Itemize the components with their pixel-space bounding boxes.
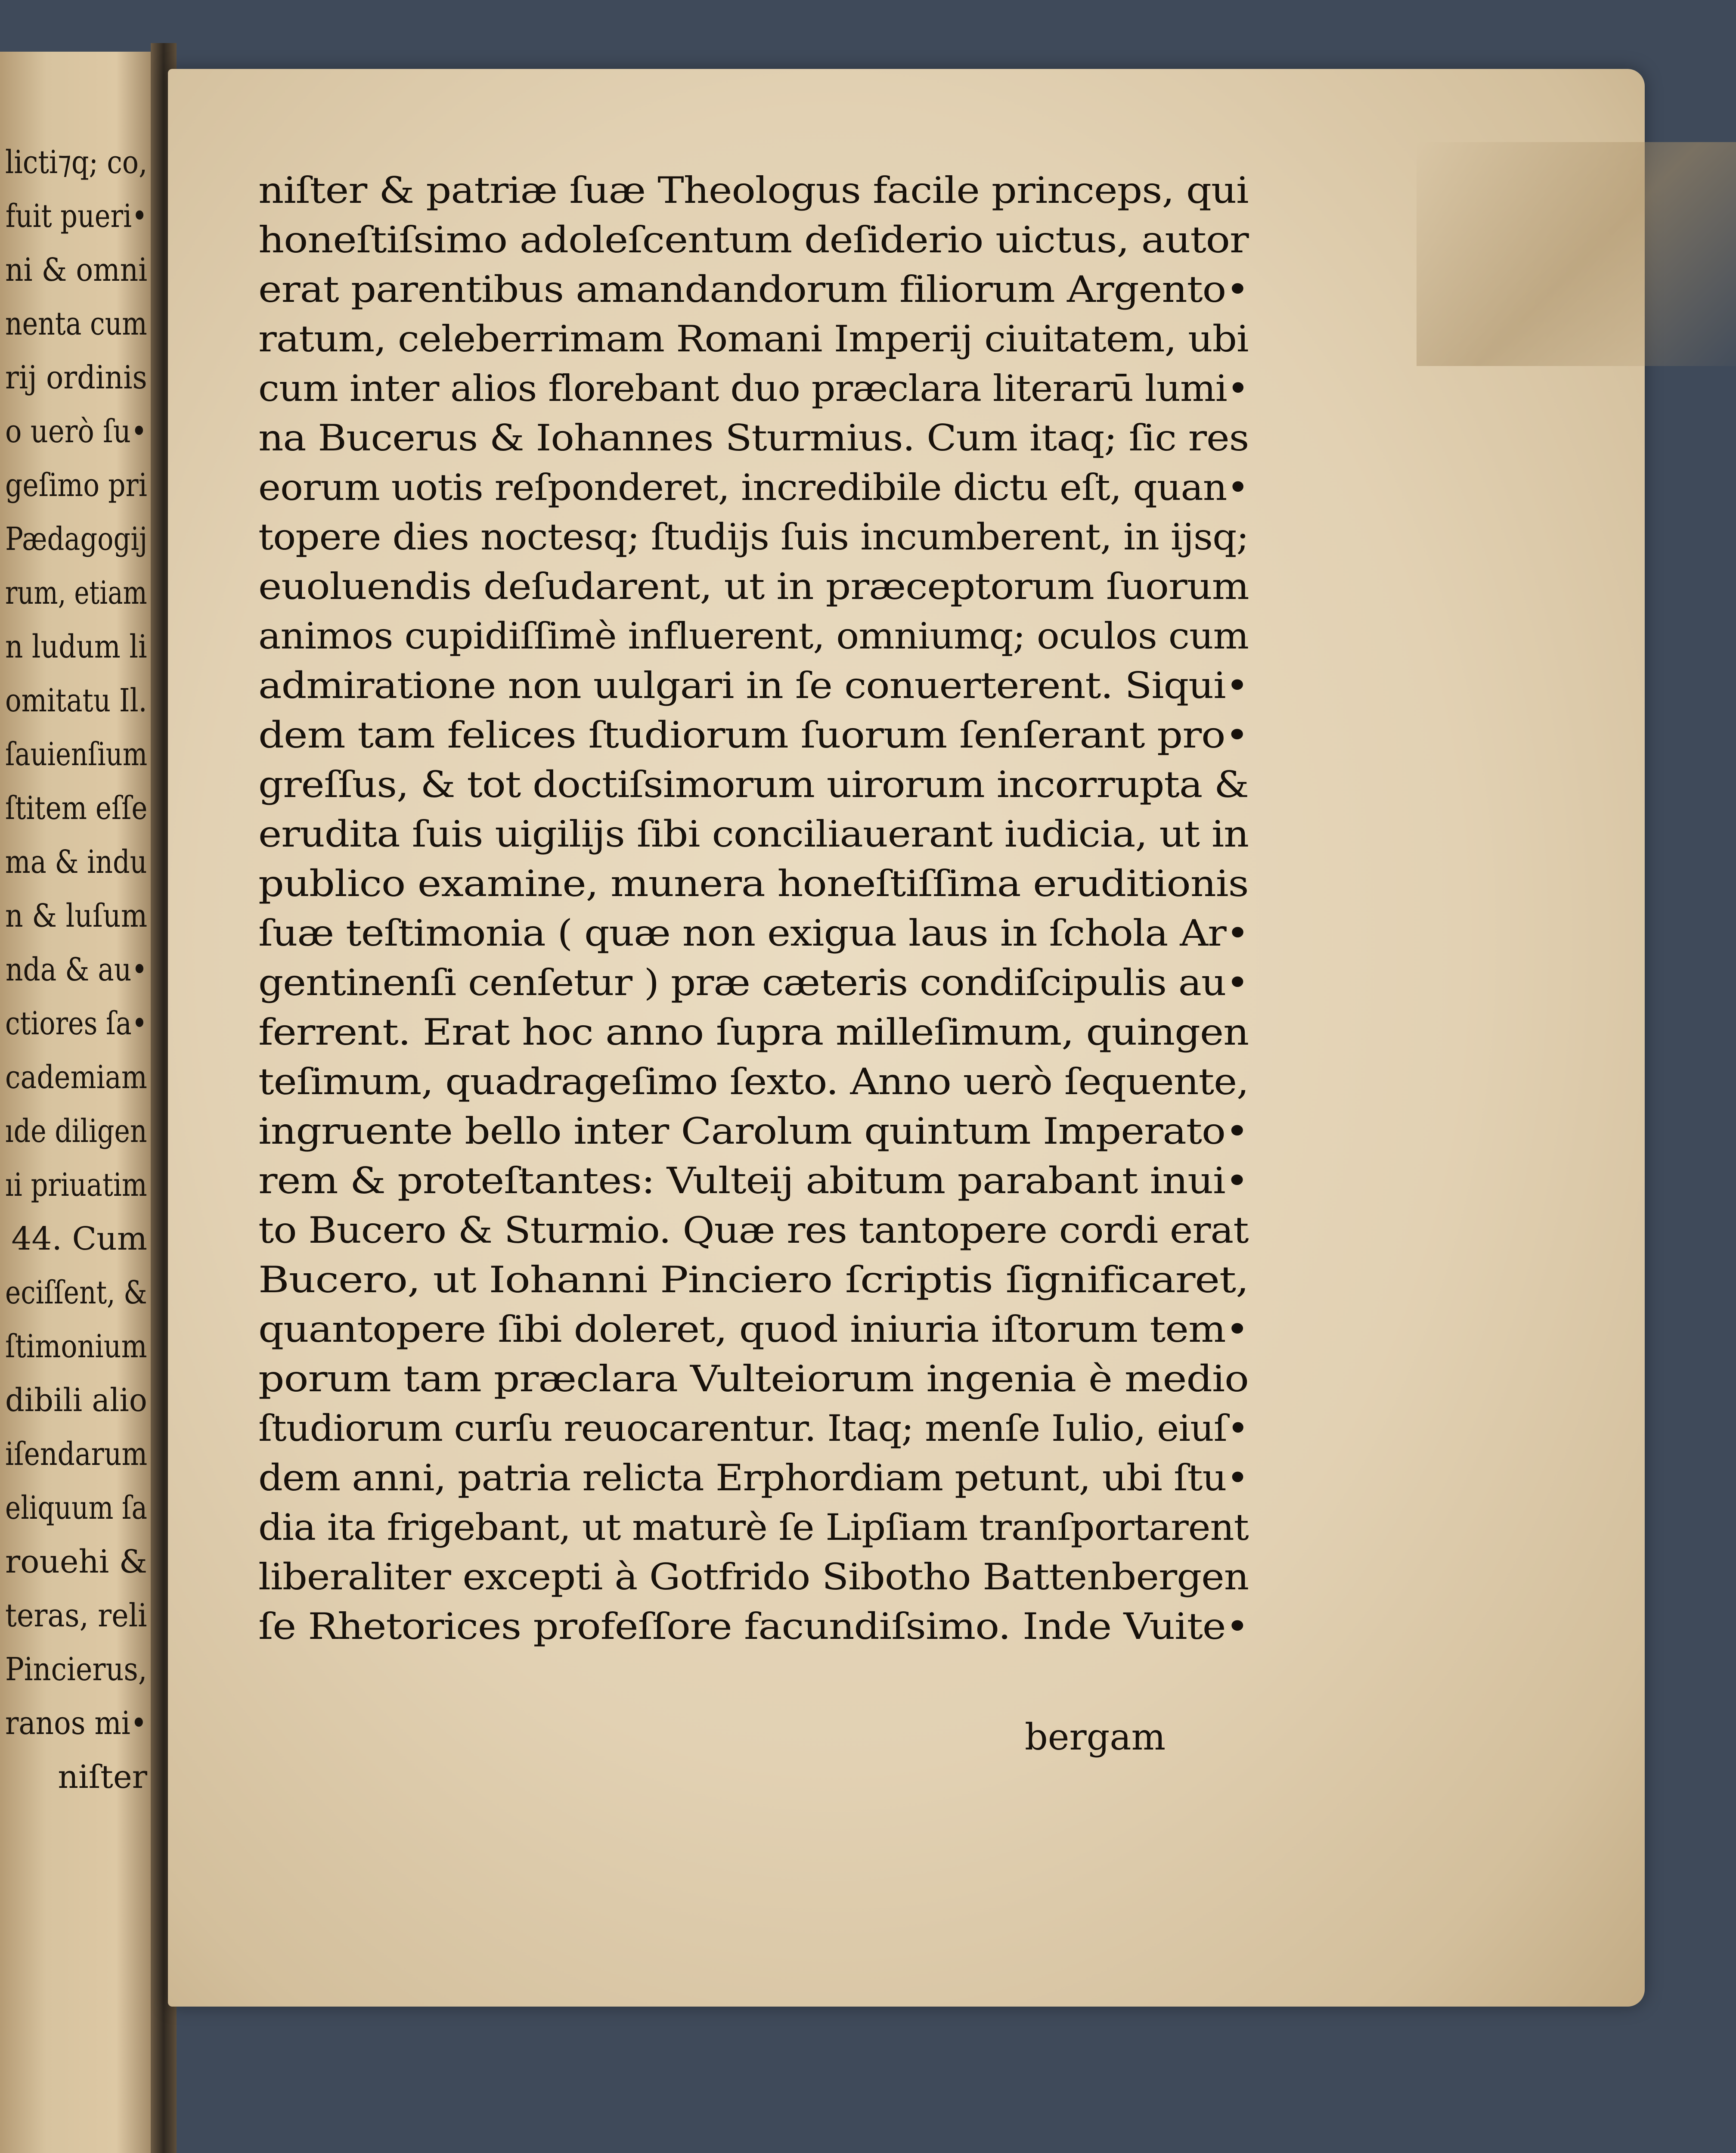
- text-line: erudita ſuis uigilijs ſibi conciliauerant iudicia, ut in: [258, 813, 1249, 855]
- text-line: ſtudiorum curſu reuocarentur. Itaq; menſe Iulio, eiuſ•: [258, 1407, 1249, 1449]
- text-line: publico examine, munera honeſtiſſima eruditionis: [258, 862, 1249, 905]
- left-page-line: niſter: [58, 1759, 147, 1796]
- left-page-line: 44. Cum: [11, 1220, 147, 1257]
- text-line: ſe Rhetorices profeſſore facundiſsimo. Inde Vuite•: [258, 1605, 1249, 1647]
- left-page-line: Pincierus,: [5, 1651, 147, 1688]
- left-page: [0, 52, 155, 2153]
- left-page-line: ıde diligen: [5, 1113, 147, 1150]
- left-page-line: n & luſum: [5, 897, 147, 934]
- text-line: quantopere ſibi doleret, quod iniuria iſtorum tem•: [258, 1308, 1249, 1350]
- text-line: niſter & patriæ ſuæ Theologus facile princeps, qui: [258, 169, 1249, 211]
- text-line: erat parentibus amandandorum filiorum Argento•: [258, 268, 1249, 310]
- text-line: to Bucero & Sturmio. Quæ res tantopere cordi erat: [258, 1209, 1249, 1251]
- text-line: admiratione non uulgari in ſe conuerterent. Siqui•: [258, 664, 1249, 707]
- left-page-line: ranos mi•: [5, 1705, 147, 1742]
- left-page-line: ıi priuatim: [5, 1166, 147, 1204]
- left-page-line: nda & au•: [5, 951, 147, 988]
- text-line: Bucero, ut Iohanni Pinciero ſcriptis ſignificaret,: [258, 1259, 1249, 1301]
- left-page-line: ni & omni: [5, 251, 147, 289]
- text-line: porum tam præclara Vulteiorum ingenia è medio: [258, 1358, 1249, 1400]
- left-page-line: eliquum ſa: [5, 1489, 147, 1526]
- left-page-line: cademiam: [5, 1059, 147, 1096]
- left-page-line: dibili alio: [5, 1382, 147, 1419]
- left-page-line: rouehi &: [5, 1543, 147, 1580]
- text-line: na Bucerus & Iohannes Sturmius. Cum itaq; ſic res: [258, 417, 1249, 459]
- left-page-line: rum, etiam: [5, 574, 147, 611]
- text-line: topere dies noctesq; ſtudijs ſuis incumberent, in ijsq;: [258, 516, 1249, 558]
- left-page-line: ſauienſium: [5, 736, 147, 773]
- left-page-line: ma & indu: [5, 844, 147, 881]
- text-line: gentinenſi cenſetur ) præ cæteris condiſcipulis au•: [258, 962, 1249, 1004]
- text-line: ſuæ teſtimonia ( quæ non exigua laus in ſchola Ar•: [258, 912, 1249, 954]
- text-line: euoluendis deſudarent, ut in præceptorum ſuorum: [258, 565, 1249, 608]
- text-line: ferrent. Erat hoc anno ſupra milleſimum, quingen: [258, 1011, 1249, 1053]
- left-page-line: nenta cum: [5, 305, 147, 342]
- text-line: eorum uotis reſponderet, incredibile dictu eſt, quan•: [258, 466, 1249, 509]
- text-line: dia ita frigebant, ut maturè ſe Lipſiam tranſportarent: [258, 1506, 1249, 1548]
- left-page-line: eciſſent, &: [5, 1274, 147, 1311]
- text-line: ingruente bello inter Carolum quintum Imperato•: [258, 1110, 1249, 1152]
- text-line: teſimum, quadrageſimo ſexto. Anno uerò ſequente,: [258, 1061, 1249, 1103]
- text-line: animos cupidiſſimè influerent, omniumq; oculos cum: [258, 615, 1249, 657]
- main-text-block: [258, 169, 1249, 1658]
- left-page-line: o uerò ſu•: [5, 413, 147, 450]
- left-page-line: rij ordinis: [5, 359, 147, 396]
- text-line: ratum, celeberrimam Romani Imperij ciuitatem, ubi: [258, 318, 1249, 360]
- text-line: liberaliter excepti à Gotfrido Sibotho Battenbergen: [258, 1556, 1249, 1598]
- left-page-line: omitatu Il.: [5, 682, 147, 719]
- left-page-line: n ludum li: [5, 628, 147, 665]
- text-line: dem anni, patria relicta Erphordiam petunt, ubi ſtu•: [258, 1457, 1249, 1499]
- worn-corner: [1417, 142, 1736, 366]
- text-line: greſſus, & tot doctiſsimorum uirorum incorrupta &: [258, 763, 1249, 806]
- left-page-line: geſimo pri: [5, 467, 147, 504]
- left-page-line: Pædagogij: [5, 521, 147, 558]
- left-page-line: ſtimonium: [5, 1328, 147, 1365]
- left-page-line: fuit pueri•: [5, 198, 147, 235]
- left-page-line: ctiores ſa•: [5, 1005, 147, 1042]
- text-line: rem & proteſtantes: Vulteij abitum parabant inui•: [258, 1160, 1249, 1202]
- left-page-line: iſendarum: [5, 1436, 147, 1473]
- catchword: bergam: [1025, 1716, 1166, 1758]
- left-page-line: ſtitem eſſe: [5, 790, 147, 827]
- text-line: dem tam felices ſtudiorum ſuorum ſenſerant pro•: [258, 714, 1249, 756]
- left-page-line: licti⁊q; co,: [5, 144, 147, 181]
- text-line: cum inter alios florebant duo præclara literarū lumi•: [258, 367, 1249, 410]
- left-page-line: teras, reli: [5, 1597, 147, 1634]
- text-line: honeſtiſsimo adoleſcentum deſiderio uictus, autor: [258, 219, 1249, 261]
